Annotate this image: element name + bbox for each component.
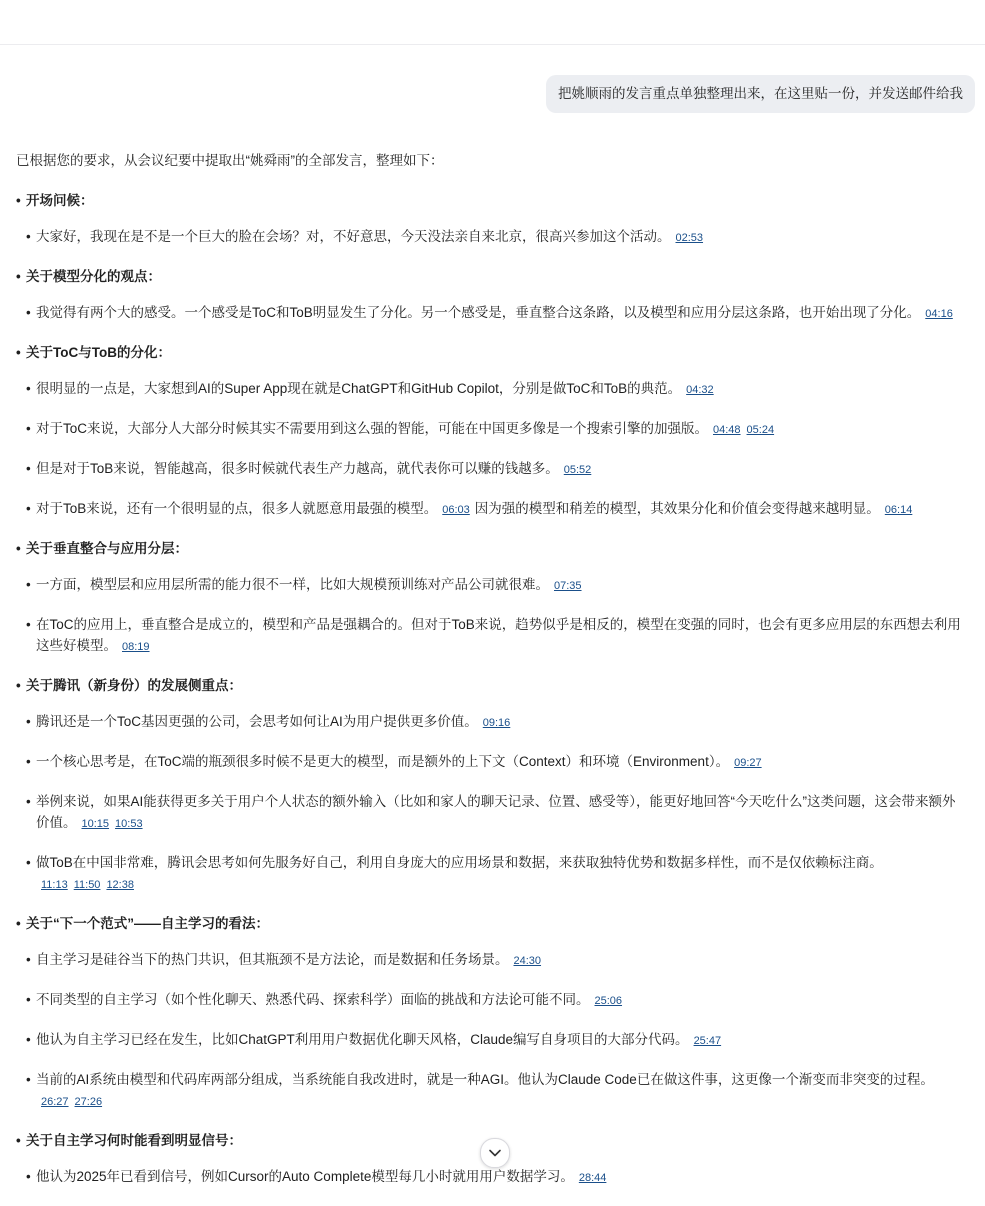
bullet-text: 但是对于ToB来说，智能越高，很多时候就代表生产力越高，就代表你可以赚的钱越多。 xyxy=(36,461,559,476)
timestamp-link[interactable]: 06:14 xyxy=(884,504,913,516)
bullet-text: 当前的AI系统由模型和代码库两部分组成，当系统能自我改进时，就是一种AGI。他认为Claude Code已在做这件事，这更像一个渐变而非突变的过程。 xyxy=(36,1072,934,1087)
bullet-text: 他认为2025年已看到信号，例如Cursor的Auto Complete模型每几小时就用用户数据学习。 xyxy=(36,1169,574,1184)
timestamp-link[interactable]: 25:47 xyxy=(693,1035,722,1047)
bullet-text: 一方面，模型层和应用层所需的能力很不一样，比如大规模预训练对产品公司就很难。 xyxy=(36,577,549,592)
list-item xyxy=(16,614,968,658)
user-message-bubble xyxy=(546,75,975,113)
list-item xyxy=(16,574,968,597)
bullet-text: 他认为自主学习已经在发生，比如ChatGPT利用用户数据优化聊天风格，Claude编写自身项目的大部分代码。 xyxy=(36,1032,689,1047)
bullet-text: 在ToC的应用上，垂直整合是成立的，模型和产品是强耦合的。但对于ToB来说，趋势似乎是相反的，模型在变强的同时，也会有更多应用层的东西想去利用这些好模型。 xyxy=(36,617,961,653)
scroll-to-bottom-button[interactable] xyxy=(480,1138,510,1168)
timestamp-link[interactable]: 11:50 xyxy=(73,879,101,891)
timestamp-link[interactable]: 09:16 xyxy=(482,717,511,729)
summary-section xyxy=(16,538,968,658)
timestamp-link[interactable]: 10:15 xyxy=(81,818,110,830)
bullet-text: 不同类型的自主学习（如个性化聊天、熟悉代码、探索科学）面临的挑战和方法论可能不同。 xyxy=(36,992,590,1007)
section-bullet-list xyxy=(16,1166,968,1189)
list-item xyxy=(16,418,968,441)
list-item xyxy=(16,226,968,249)
section-bullet-list xyxy=(16,574,968,658)
section-title: • 关于垂直整合与应用分层： xyxy=(16,538,968,559)
timestamp-link[interactable]: 02:53 xyxy=(675,232,704,244)
section-title: • 关于腾讯（新身份）的发展侧重点： xyxy=(16,675,968,696)
timestamp-link[interactable]: 28:44 xyxy=(578,1172,607,1184)
list-item xyxy=(16,751,968,774)
bullet-text: 腾讯还是一个ToC基因更强的公司，会思考如何让AI为用户提供更多价值。 xyxy=(36,714,478,729)
section-bullet-list xyxy=(16,378,968,521)
section-bullet-list xyxy=(16,949,968,1113)
bullet-text: 大家好，我现在是不是一个巨大的脸在会场？对，不好意思，今天没法亲自来北京，很高兴参加这个活动。 xyxy=(36,229,671,244)
list-item xyxy=(16,1029,968,1052)
timestamp-link[interactable]: 04:32 xyxy=(686,384,714,396)
answer-intro: 已根据您的要求，从会议纪要中提取出“姚舜雨”的全部发言，整理如下： xyxy=(16,153,444,168)
section-bullet-list xyxy=(16,711,968,896)
bullet-text: 做ToB在中国非常难，腾讯会思考如何先服务好自己，利用自身庞大的应用场景和数据，来获取独特优势和数据多样性，而不是仅依赖标注商。 xyxy=(36,855,883,870)
top-bar xyxy=(0,0,985,45)
timestamp-link[interactable]: 04:16 xyxy=(925,308,953,320)
list-item xyxy=(16,1069,968,1113)
list-item xyxy=(16,498,968,521)
timestamp-link[interactable]: 27:26 xyxy=(74,1096,103,1108)
list-item xyxy=(16,302,968,325)
list-item xyxy=(16,949,968,972)
assistant-answer xyxy=(16,150,968,1206)
list-item xyxy=(16,458,968,481)
section-title: • 关于ToC与ToB的分化： xyxy=(16,342,968,363)
section-bullet-list xyxy=(16,302,968,325)
timestamp-link[interactable]: 25:06 xyxy=(594,995,623,1007)
bullet-text: 因为强的模型和稍差的模型，其效果分化和价值会变得越来越明显。 xyxy=(474,501,880,516)
timestamp-link[interactable]: 26:27 xyxy=(41,1096,69,1108)
summary-section xyxy=(16,190,968,249)
user-message-text: 把姚顺雨的发言重点单独整理出来，在这里贴一份，并发送邮件给我 xyxy=(558,86,963,101)
timestamp-link[interactable]: 05:24 xyxy=(746,424,775,436)
timestamp-link[interactable]: 07:35 xyxy=(554,580,582,592)
section-bullet-list xyxy=(16,226,968,249)
section-title: • 关于自主学习何时能看到明显信号： xyxy=(16,1130,968,1151)
section-title: • 关于“下一个范式”——自主学习的看法： xyxy=(16,913,968,934)
answer-sections xyxy=(16,190,968,1189)
list-item xyxy=(16,711,968,734)
bullet-text: 我觉得有两个大的感受。一个感受是ToC和ToB明显发生了分化。另一个感受是，垂直整合这条路，以及模型和应用分层这条路，也开始出现了分化。 xyxy=(36,305,921,320)
bullet-text: 对于ToB来说，还有一个很明显的点，很多人就愿意用最强的模型。 xyxy=(36,501,438,516)
bullet-text: 对于ToC来说，大部分人大部分时候其实不需要用到这么强的智能，可能在中国更多像是一个搜索引擎的加强版。 xyxy=(36,421,709,436)
section-title: • 开场问候： xyxy=(16,190,968,211)
timestamp-link[interactable]: 08:19 xyxy=(122,641,150,653)
summary-section xyxy=(16,675,968,896)
list-item xyxy=(16,852,968,896)
list-item xyxy=(16,791,968,835)
timestamp-link[interactable]: 24:30 xyxy=(513,955,542,967)
timestamp-link[interactable]: 11:13 xyxy=(41,879,68,891)
bullet-text: 自主学习是硅谷当下的热门共识，但其瓶颈不是方法论，而是数据和任务场景。 xyxy=(36,952,509,967)
timestamp-link[interactable]: 12:38 xyxy=(106,879,134,891)
summary-section xyxy=(16,913,968,1113)
timestamp-link[interactable]: 05:52 xyxy=(563,464,592,476)
timestamp-link[interactable]: 10:53 xyxy=(115,818,143,830)
summary-section xyxy=(16,342,968,521)
summary-section xyxy=(16,266,968,325)
list-item xyxy=(16,989,968,1012)
list-item xyxy=(16,1166,968,1189)
timestamp-link[interactable]: 09:27 xyxy=(734,757,762,769)
section-title: • 关于模型分化的观点： xyxy=(16,266,968,287)
list-item xyxy=(16,378,968,401)
chevron-down-icon xyxy=(488,1146,502,1160)
bullet-text: 一个核心思考是，在ToC端的瓶颈很多时候不是更大的模型，而是额外的上下文（Context）和环境（Environment）。 xyxy=(36,754,730,769)
timestamp-link[interactable]: 06:03 xyxy=(442,504,470,516)
bullet-text: 很明显的一点是，大家想到AI的Super App现在就是ChatGPT和GitHub Copilot，分别是做ToC和ToB的典范。 xyxy=(36,381,682,396)
timestamp-link[interactable]: 04:48 xyxy=(713,424,741,436)
bullet-text: 举例来说，如果AI能获得更多关于用户个人状态的额外输入（比如和家人的聊天记录、位置、感受等），能更好地回答“今天吃什么”这类问题，这会带来额外价值。 xyxy=(36,794,956,830)
